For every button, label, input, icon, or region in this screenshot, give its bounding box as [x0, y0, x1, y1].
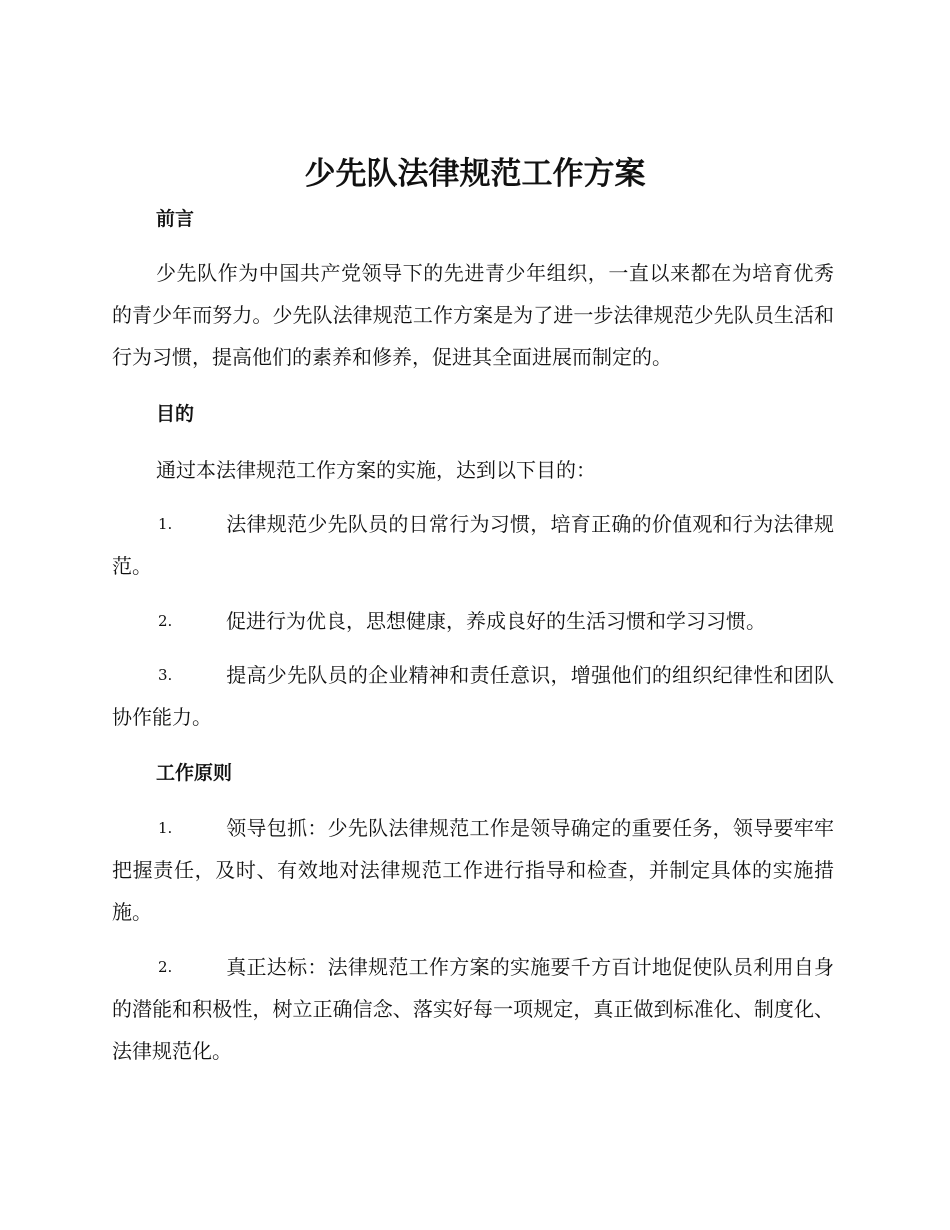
list-number: 1. — [158, 819, 173, 837]
section-heading-preface: 前言 — [156, 208, 195, 230]
list-item-text: 真正达标：法律规范工作方案的实施要千方百计地促使队员利用自身的潜能和积极性，树立正确信念、落实好每一项规定，真正做到标准化、制度化、法律规范化。 — [112, 955, 834, 1063]
document-title: 少先队法律规范工作方案 — [304, 156, 646, 192]
preface-paragraph: 少先队作为中国共产党领导下的先进青少年组织，一直以来都在为培育优秀的青少年而努力。少先队法律规范工作方案是为了进一步法律规范少先队员生活和行为习惯，提高他们的素养和修养，促进其全面进展而制定的。 — [112, 261, 834, 369]
list-number: 3. — [158, 666, 173, 684]
principle-item-1 — [112, 807, 834, 933]
list-number: 2. — [158, 612, 173, 630]
list-number: 2. — [158, 958, 173, 976]
section-heading-purpose: 目的 — [156, 403, 195, 425]
section-heading-principles: 工作原则 — [156, 762, 233, 784]
list-item-text: 法律规范少先队员的日常行为习惯，培育正确的价值观和行为法律规范。 — [112, 512, 834, 578]
purpose-item-2 — [112, 600, 834, 642]
purpose-intro: 通过本法律规范工作方案的实施，达到以下目的： — [156, 458, 596, 482]
principle-item-2 — [112, 946, 834, 1072]
list-number: 1. — [158, 515, 173, 533]
list-item-text: 提高少先队员的企业精神和责任意识，增强他们的组织纪律性和团队协作能力。 — [112, 663, 834, 729]
purpose-item-3 — [112, 654, 834, 738]
purpose-item-1 — [112, 503, 834, 587]
list-item-text: 促进行为优良，思想健康，养成良好的生活习惯和学习习惯。 — [226, 609, 766, 633]
list-item-text: 领导包抓：少先队法律规范工作是领导确定的重要任务，领导要牢牢把握责任，及时、有效地对法律规范工作进行指导和检查，并制定具体的实施措施。 — [112, 816, 834, 924]
